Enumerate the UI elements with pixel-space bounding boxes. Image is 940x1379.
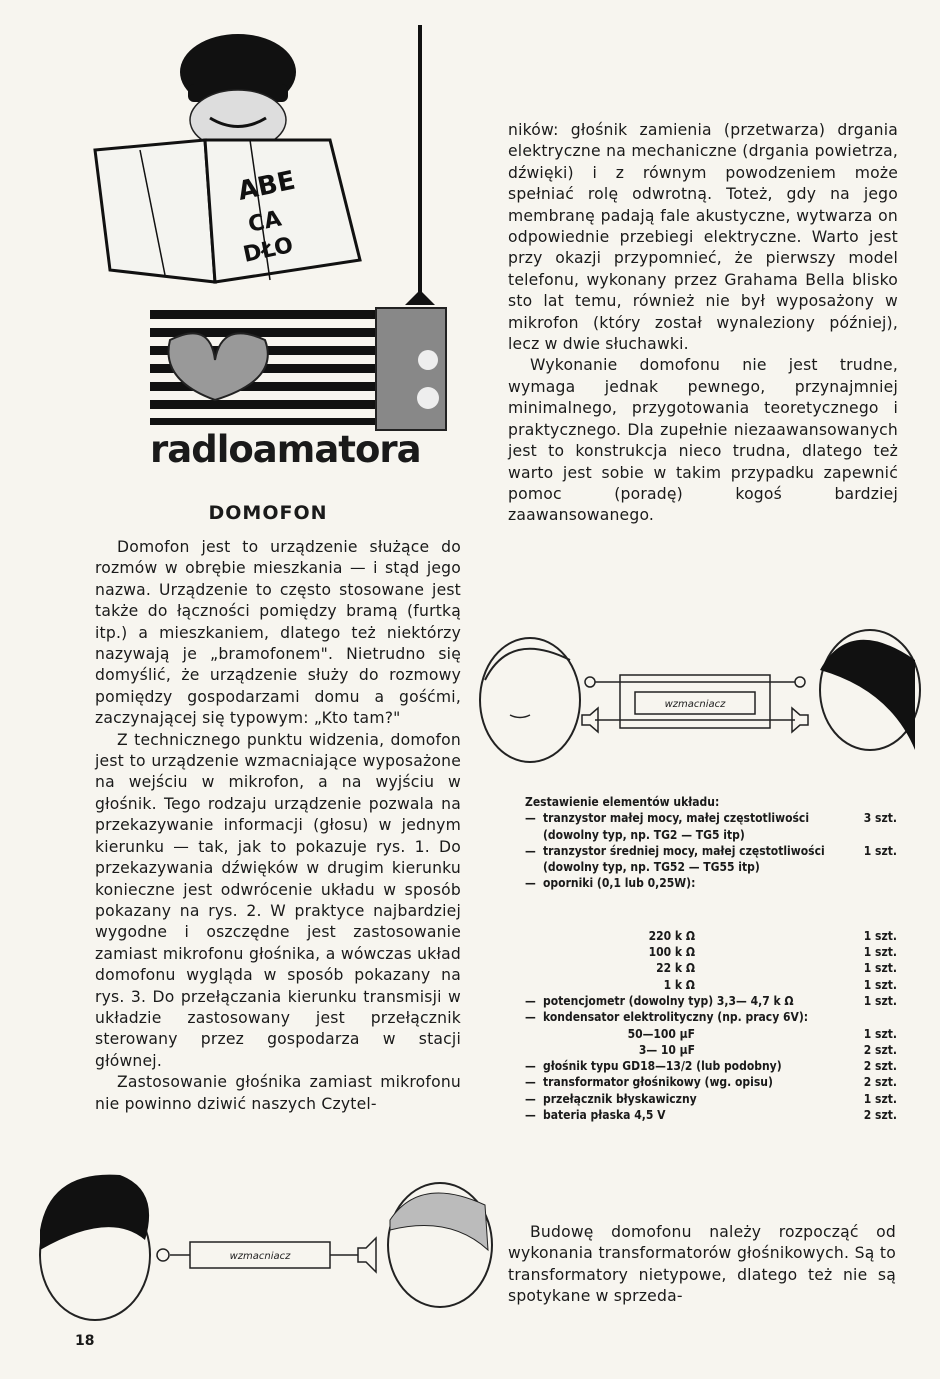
book-text-3: DŁO bbox=[241, 232, 296, 268]
book-text-1: ABE bbox=[235, 165, 298, 207]
paragraph: Budowę domofonu należy rozpocząć od wykonania transformatorów głośnikowych. Są to transformatory nietypowe, dlatego też nie są spotykane w sprzeda- bbox=[508, 1223, 896, 1306]
list-item: 22 k Ω 1 szt. bbox=[656, 961, 897, 976]
list-item: — tranzystor małej mocy, małej częstotliwości (dowolny typ, np. TG2 — TG5 itp) 3 szt. bbox=[525, 811, 897, 842]
list-item: — transformator głośnikowy (wg. opisu) 2 szt. bbox=[525, 1075, 897, 1090]
paragraph: ników: głośnik zamienia (przetwarza) drgania elektryczne na mechaniczne (drgania powietrza, dźwięki) i z równym powodzeniem może spełniać rolę odwrotną. Toteż, gdy na jego membranę padają fale akustyczne, wytwarza on odpowiednie przebiegi elektryczne. Warto jest przy okazji przypomnieć, że pierwszy model telefonu, wykonany przez Grahama Bella blisko sto lat temu, również nie był wyposażony w mikrofon (który został wynaleziony później), lecz w dwie słuchawki. bbox=[508, 121, 898, 354]
amplifier-label: wzmacniacz bbox=[664, 699, 726, 710]
right-column-bottom bbox=[508, 1222, 896, 1308]
parts-list bbox=[525, 794, 897, 1123]
list-item: — bateria płaska 4,5 V 2 szt. bbox=[525, 1108, 897, 1123]
list-item: 220 k Ω 1 szt. bbox=[648, 928, 897, 943]
left-column bbox=[95, 537, 461, 1115]
list-item: — tranzystor średniej mocy, małej częstotliwości (dowolny typ, np. TG52 — TG55 itp) 1 szt. bbox=[525, 843, 897, 875]
list-item: 100 k Ω 1 szt. bbox=[648, 945, 897, 960]
list-item: — oporniki (0,1 lub 0,25W): bbox=[525, 876, 696, 891]
right-column-top bbox=[508, 120, 898, 527]
list-item: — przełącznik błyskawiczny 1 szt. bbox=[525, 1091, 897, 1106]
page-number: 18 bbox=[75, 1333, 95, 1349]
list-item: 3— 10 µF 2 szt. bbox=[638, 1042, 897, 1057]
headline: radloamatora bbox=[150, 428, 421, 471]
article-title: DOMOFON bbox=[208, 502, 328, 524]
amplifier-label: wzmacniacz bbox=[229, 1251, 291, 1262]
diagram-one-way bbox=[20, 1160, 490, 1330]
paragraph: Wykonanie domofonu nie jest trudne, wymaga jednak pewnego, przynajmniej minimalnego, przygotowania teoretycznego i praktycznego. Dla zupełnie niezaawansowanych jest to konstrukcja nieco trudna, dlatego też warto jest sobie w takim przypadku zapewnić pomoc (poradę) kogoś bardziej zaawansowanego. bbox=[508, 356, 898, 525]
list-item: 50—100 µF 1 szt. bbox=[627, 1026, 897, 1041]
list-item: 1 k Ω 1 szt. bbox=[663, 977, 897, 992]
parts-heading: Zestawienie elementów układu: bbox=[525, 795, 720, 809]
paragraph: Zastosowanie głośnika zamiast mikrofonu nie powinno dziwić naszych Czytel- bbox=[95, 1073, 461, 1113]
book-text-2: CA bbox=[246, 206, 284, 238]
diagram-two-way bbox=[470, 620, 930, 780]
paragraph: Z technicznego punktu widzenia, domofon jest to urządzenie wzmacniające wyposażone na wejściu w mikrofon, a na wyjściu w głośnik. Tego rodzaju urządzenie pozwala na przekazywanie informacji (głosu) w jednym kierunku — tak, jak to pokazuje rys. 1. Do przekazywania dźwięków w drugim kierunku konieczne jest odwrócenie układu w sposób pokazany na rys. 2. W praktyce najbardziej wygodne i oszczędne jest zastosowanie zamiast mikrofonu głośnika, a wówczas układ domofonu wygląda w sposób pokazany na rys. 3. Do przełączania kierunku transmisji w układzie zastosowany jest przełącznik sterowany przez gospodarza w stacji głównej. bbox=[95, 730, 461, 1070]
paragraph: Domofon jest to urządzenie służące do rozmów w obrębie mieszkania — i stąd jego nazwa. Urządzenie to często stosowane jest także do łączności pomiędzy bramą (furtką itp.) a mieszkaniem, dlatego też niektórzy nazywają je „bramofonem". Nietrudno się domyślić, że urządzenie służy do rozmowy pomiędzy gospodarzami domu a gośćmi, zaczynającej się typowym: „Kto tam?" bbox=[95, 538, 461, 728]
list-item: — potencjometr (dowolny typ) 3,3— 4,7 k Ω 1 szt. bbox=[525, 993, 897, 1008]
list-item: — kondensator elektrolityczny (np. pracy 6V): bbox=[525, 1010, 809, 1025]
list-item: — głośnik typu GD18—13/2 (lub podobny) 2 szt. bbox=[525, 1059, 897, 1074]
